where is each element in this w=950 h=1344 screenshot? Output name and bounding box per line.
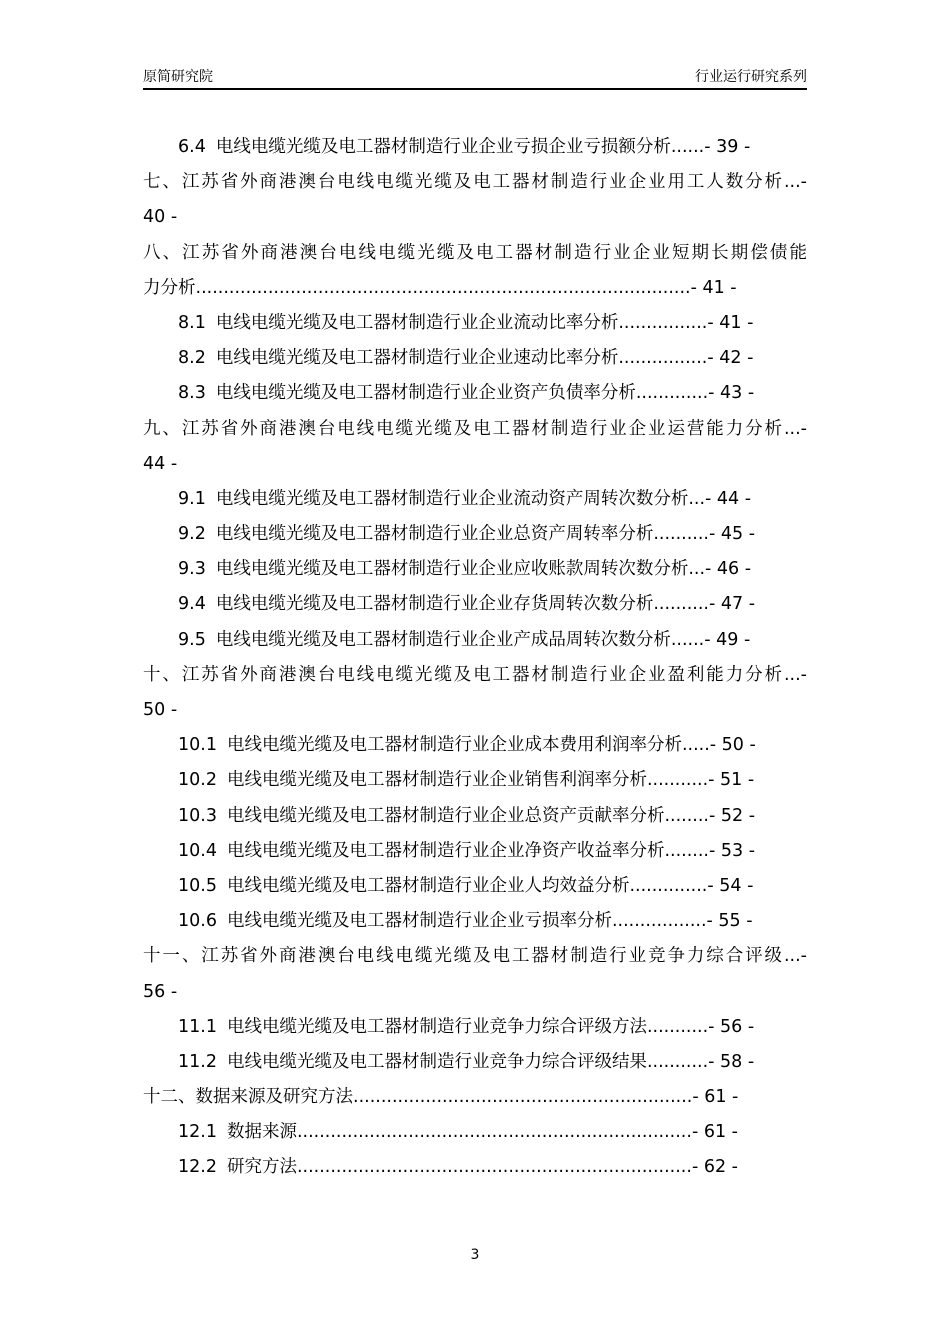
- toc-entry[interactable]: [143, 869, 807, 904]
- toc-entry[interactable]: [143, 763, 807, 798]
- toc-entry-number: 10.4: [178, 840, 217, 861]
- toc-entry-leader: ................: [618, 348, 708, 369]
- toc-entry-page: - 44 -: [705, 488, 752, 509]
- toc-entry-leader: .................: [611, 911, 707, 932]
- toc-entry[interactable]: [143, 552, 807, 587]
- toc-entry-page: - 61 -: [691, 1122, 738, 1143]
- toc-entry-text: 40 -: [143, 207, 178, 228]
- toc-entry[interactable]: [143, 623, 807, 658]
- toc-entry[interactable]: [143, 130, 807, 165]
- toc-entry[interactable]: [143, 939, 807, 974]
- toc-entry-number: 10.1: [178, 735, 217, 756]
- toc-entry[interactable]: [143, 658, 807, 693]
- toc-entry-title: 电线电缆光缆及电工器材制造行业企业总资产贡献率分析: [226, 805, 665, 826]
- toc-entry[interactable]: [143, 447, 807, 482]
- toc-entry-page: - 43 -: [708, 383, 755, 404]
- toc-entry[interactable]: [143, 482, 807, 517]
- toc-entry[interactable]: [143, 1115, 807, 1150]
- toc-entry-number: 9.4: [178, 594, 206, 615]
- toc-entry-title: 电线电缆光缆及电工器材制造行业企业亏损率分析: [226, 911, 612, 932]
- toc-entry-page: - 45 -: [708, 524, 756, 545]
- toc-entry-leader: ..........: [653, 524, 709, 545]
- toc-entry-leader: ...: [688, 488, 706, 509]
- header-organization: 原简研究院: [143, 69, 213, 85]
- toc-entry-title: 十二、数据来源及研究方法: [143, 1087, 353, 1108]
- toc-entry-title: 电线电缆光缆及电工器材制造行业企业资产负债率分析: [215, 383, 636, 404]
- toc-entry-text: 七、江苏省外商港澳台电线电缆光缆及电工器材制造行业企业用工人数分析...-: [143, 172, 807, 193]
- toc-entry-page: - 41 -: [690, 277, 737, 298]
- toc-entry-title: 电线电缆光缆及电工器材制造行业企业流动资产周转次数分析: [215, 488, 689, 509]
- toc-entry-title: 力分析: [143, 277, 196, 298]
- toc-entry-leader: ........: [664, 805, 709, 826]
- toc-entry-number: 8.2: [178, 348, 206, 369]
- toc-entry-title: 电线电缆光缆及电工器材制造行业竞争力综合评级结果: [226, 1051, 647, 1072]
- toc-entry[interactable]: [143, 728, 807, 763]
- toc-entry-number: 6.4: [178, 137, 206, 157]
- toc-entry-number: 8.3: [178, 383, 206, 404]
- toc-entry-number: 9.5: [178, 629, 206, 650]
- toc-entry-title: 电线电缆光缆及电工器材制造行业企业应收账款周转次数分析: [215, 559, 689, 580]
- toc-entry-number: 12.1: [178, 1122, 217, 1143]
- toc-entry-number: 11.1: [178, 1016, 217, 1037]
- toc-entry-page: - 51 -: [708, 770, 755, 791]
- toc-entry-title: 电线电缆光缆及电工器材制造行业企业人均效益分析: [226, 875, 630, 896]
- toc-entry[interactable]: [143, 693, 807, 728]
- toc-entry-text: 44 -: [143, 453, 178, 474]
- toc-entry-title: 数据来源: [226, 1122, 297, 1143]
- page-header: [143, 66, 807, 88]
- toc-entry-page: - 58 -: [708, 1051, 755, 1072]
- header-series: 行业运行研究系列: [695, 69, 807, 85]
- toc-entry-leader: ...........: [646, 1051, 709, 1072]
- toc-entry-title: 电线电缆光缆及电工器材制造行业企业流动比率分析: [215, 312, 619, 333]
- toc-entry-page: - 62 -: [691, 1157, 738, 1178]
- toc-entry[interactable]: [143, 1045, 807, 1080]
- toc-entry[interactable]: [143, 306, 807, 341]
- toc-entry-title: 电线电缆光缆及电工器材制造行业企业存货周转次数分析: [215, 594, 654, 615]
- toc-entry-title: 电线电缆光缆及电工器材制造行业企业产成品周转次数分析: [215, 629, 671, 650]
- toc-entry-page: - 46 -: [705, 559, 752, 580]
- toc-entry-text: 十一、江苏省外商港澳台电线电缆光缆及电工器材制造行业竞争力综合评级...-: [143, 946, 807, 967]
- toc-entry[interactable]: [143, 799, 807, 834]
- toc-entry-title: 电线电缆光缆及电工器材制造行业企业成本费用利润率分析: [226, 735, 682, 756]
- toc-entry[interactable]: [143, 236, 807, 271]
- toc-entry-number: 12.2: [178, 1157, 217, 1178]
- toc-entry[interactable]: [143, 200, 807, 235]
- toc-entry-leader: ........: [664, 840, 709, 861]
- toc-entry-title: 电线电缆光缆及电工器材制造行业竞争力综合评级方法: [226, 1016, 647, 1037]
- toc-entry-page: - 41 -: [707, 312, 754, 333]
- toc-entry-leader: ...: [688, 559, 706, 580]
- toc-entry-text: 十、江苏省外商港澳台电线电缆光缆及电工器材制造行业企业盈利能力分析...-: [143, 664, 807, 685]
- toc-entry-number: 10.2: [178, 770, 217, 791]
- toc-entry-text: 56 -: [143, 981, 178, 1002]
- toc-entry-number: 9.2: [178, 524, 206, 545]
- toc-entry-page: - 56 -: [708, 1016, 755, 1037]
- toc-entry[interactable]: [143, 1150, 807, 1185]
- toc-entry-leader: ..........: [653, 594, 709, 615]
- toc-entry-leader: ......: [670, 137, 705, 157]
- toc-entry-leader: .......................................................................: [296, 1122, 692, 1143]
- toc-entry-page: - 49 -: [704, 629, 751, 650]
- toc-entry[interactable]: [143, 376, 807, 411]
- toc-entry[interactable]: [143, 1080, 807, 1115]
- toc-entry-number: 8.1: [178, 312, 206, 333]
- toc-entry-number: 11.2: [178, 1051, 217, 1072]
- toc-entry-number: 10.5: [178, 875, 217, 896]
- toc-entry-leader: ...........: [646, 770, 709, 791]
- toc-entry-page: - 54 -: [707, 875, 754, 896]
- toc-entry-page: - 52 -: [708, 805, 756, 826]
- toc-entry[interactable]: [143, 587, 807, 622]
- toc-entry-text: 九、江苏省外商港澳台电线电缆光缆及电工器材制造行业企业运营能力分析...-: [143, 418, 807, 439]
- toc-entry-number: 10.6: [178, 911, 217, 932]
- toc-entry-text: 50 -: [143, 700, 178, 720]
- toc-entry-title: 电线电缆光缆及电工器材制造行业企业销售利润率分析: [226, 770, 647, 791]
- toc-entry[interactable]: [143, 412, 807, 447]
- table-of-contents: [143, 130, 807, 1186]
- toc-entry[interactable]: [143, 341, 807, 376]
- toc-entry[interactable]: [143, 165, 807, 200]
- toc-entry-number: 9.3: [178, 559, 206, 580]
- toc-entry[interactable]: [143, 975, 807, 1010]
- toc-entry[interactable]: [143, 271, 807, 306]
- toc-entry-title: 研究方法: [226, 1157, 297, 1178]
- toc-entry-leader: .....: [681, 735, 710, 756]
- toc-entry-leader: ..............: [629, 875, 708, 896]
- toc-entry-leader: .............................................................: [353, 1087, 693, 1108]
- toc-entry-page: - 50 -: [709, 735, 756, 756]
- toc-entry-number: 10.3: [178, 805, 217, 826]
- toc-entry[interactable]: [143, 834, 807, 869]
- toc-entry-title: 电线电缆光缆及电工器材制造行业企业亏损企业亏损额分析: [215, 137, 671, 157]
- toc-entry-number: 9.1: [178, 488, 206, 509]
- toc-entry[interactable]: [143, 517, 807, 552]
- toc-entry-leader: ................: [618, 312, 708, 333]
- toc-entry-text: 八、江苏省外商港澳台电线电缆光缆及电工器材制造行业企业短期长期偿债能: [143, 242, 807, 263]
- toc-entry-title: 电线电缆光缆及电工器材制造行业企业总资产周转率分析: [215, 524, 654, 545]
- toc-entry[interactable]: [143, 904, 807, 939]
- toc-entry-leader: .......................................................................: [296, 1157, 692, 1178]
- toc-entry-page: - 42 -: [707, 348, 754, 369]
- toc-entry-title: 电线电缆光缆及电工器材制造行业企业净资产收益率分析: [226, 840, 665, 861]
- toc-entry-leader: .............: [635, 383, 709, 404]
- page-number: 3: [470, 1247, 480, 1263]
- toc-entry[interactable]: [143, 1010, 807, 1045]
- toc-entry-page: - 61 -: [692, 1087, 739, 1108]
- toc-entry-leader: ......: [670, 629, 705, 650]
- toc-entry-page: - 55 -: [706, 911, 753, 932]
- toc-entry-page: - 47 -: [708, 594, 756, 615]
- toc-entry-leader: ...........: [646, 1016, 709, 1037]
- toc-entry-page: - 39 -: [704, 137, 751, 157]
- toc-entry-title: 电线电缆光缆及电工器材制造行业企业速动比率分析: [215, 348, 619, 369]
- header-divider: [143, 88, 807, 90]
- toc-entry-leader: .........................................................................................: [195, 277, 691, 298]
- toc-entry-page: - 53 -: [708, 840, 756, 861]
